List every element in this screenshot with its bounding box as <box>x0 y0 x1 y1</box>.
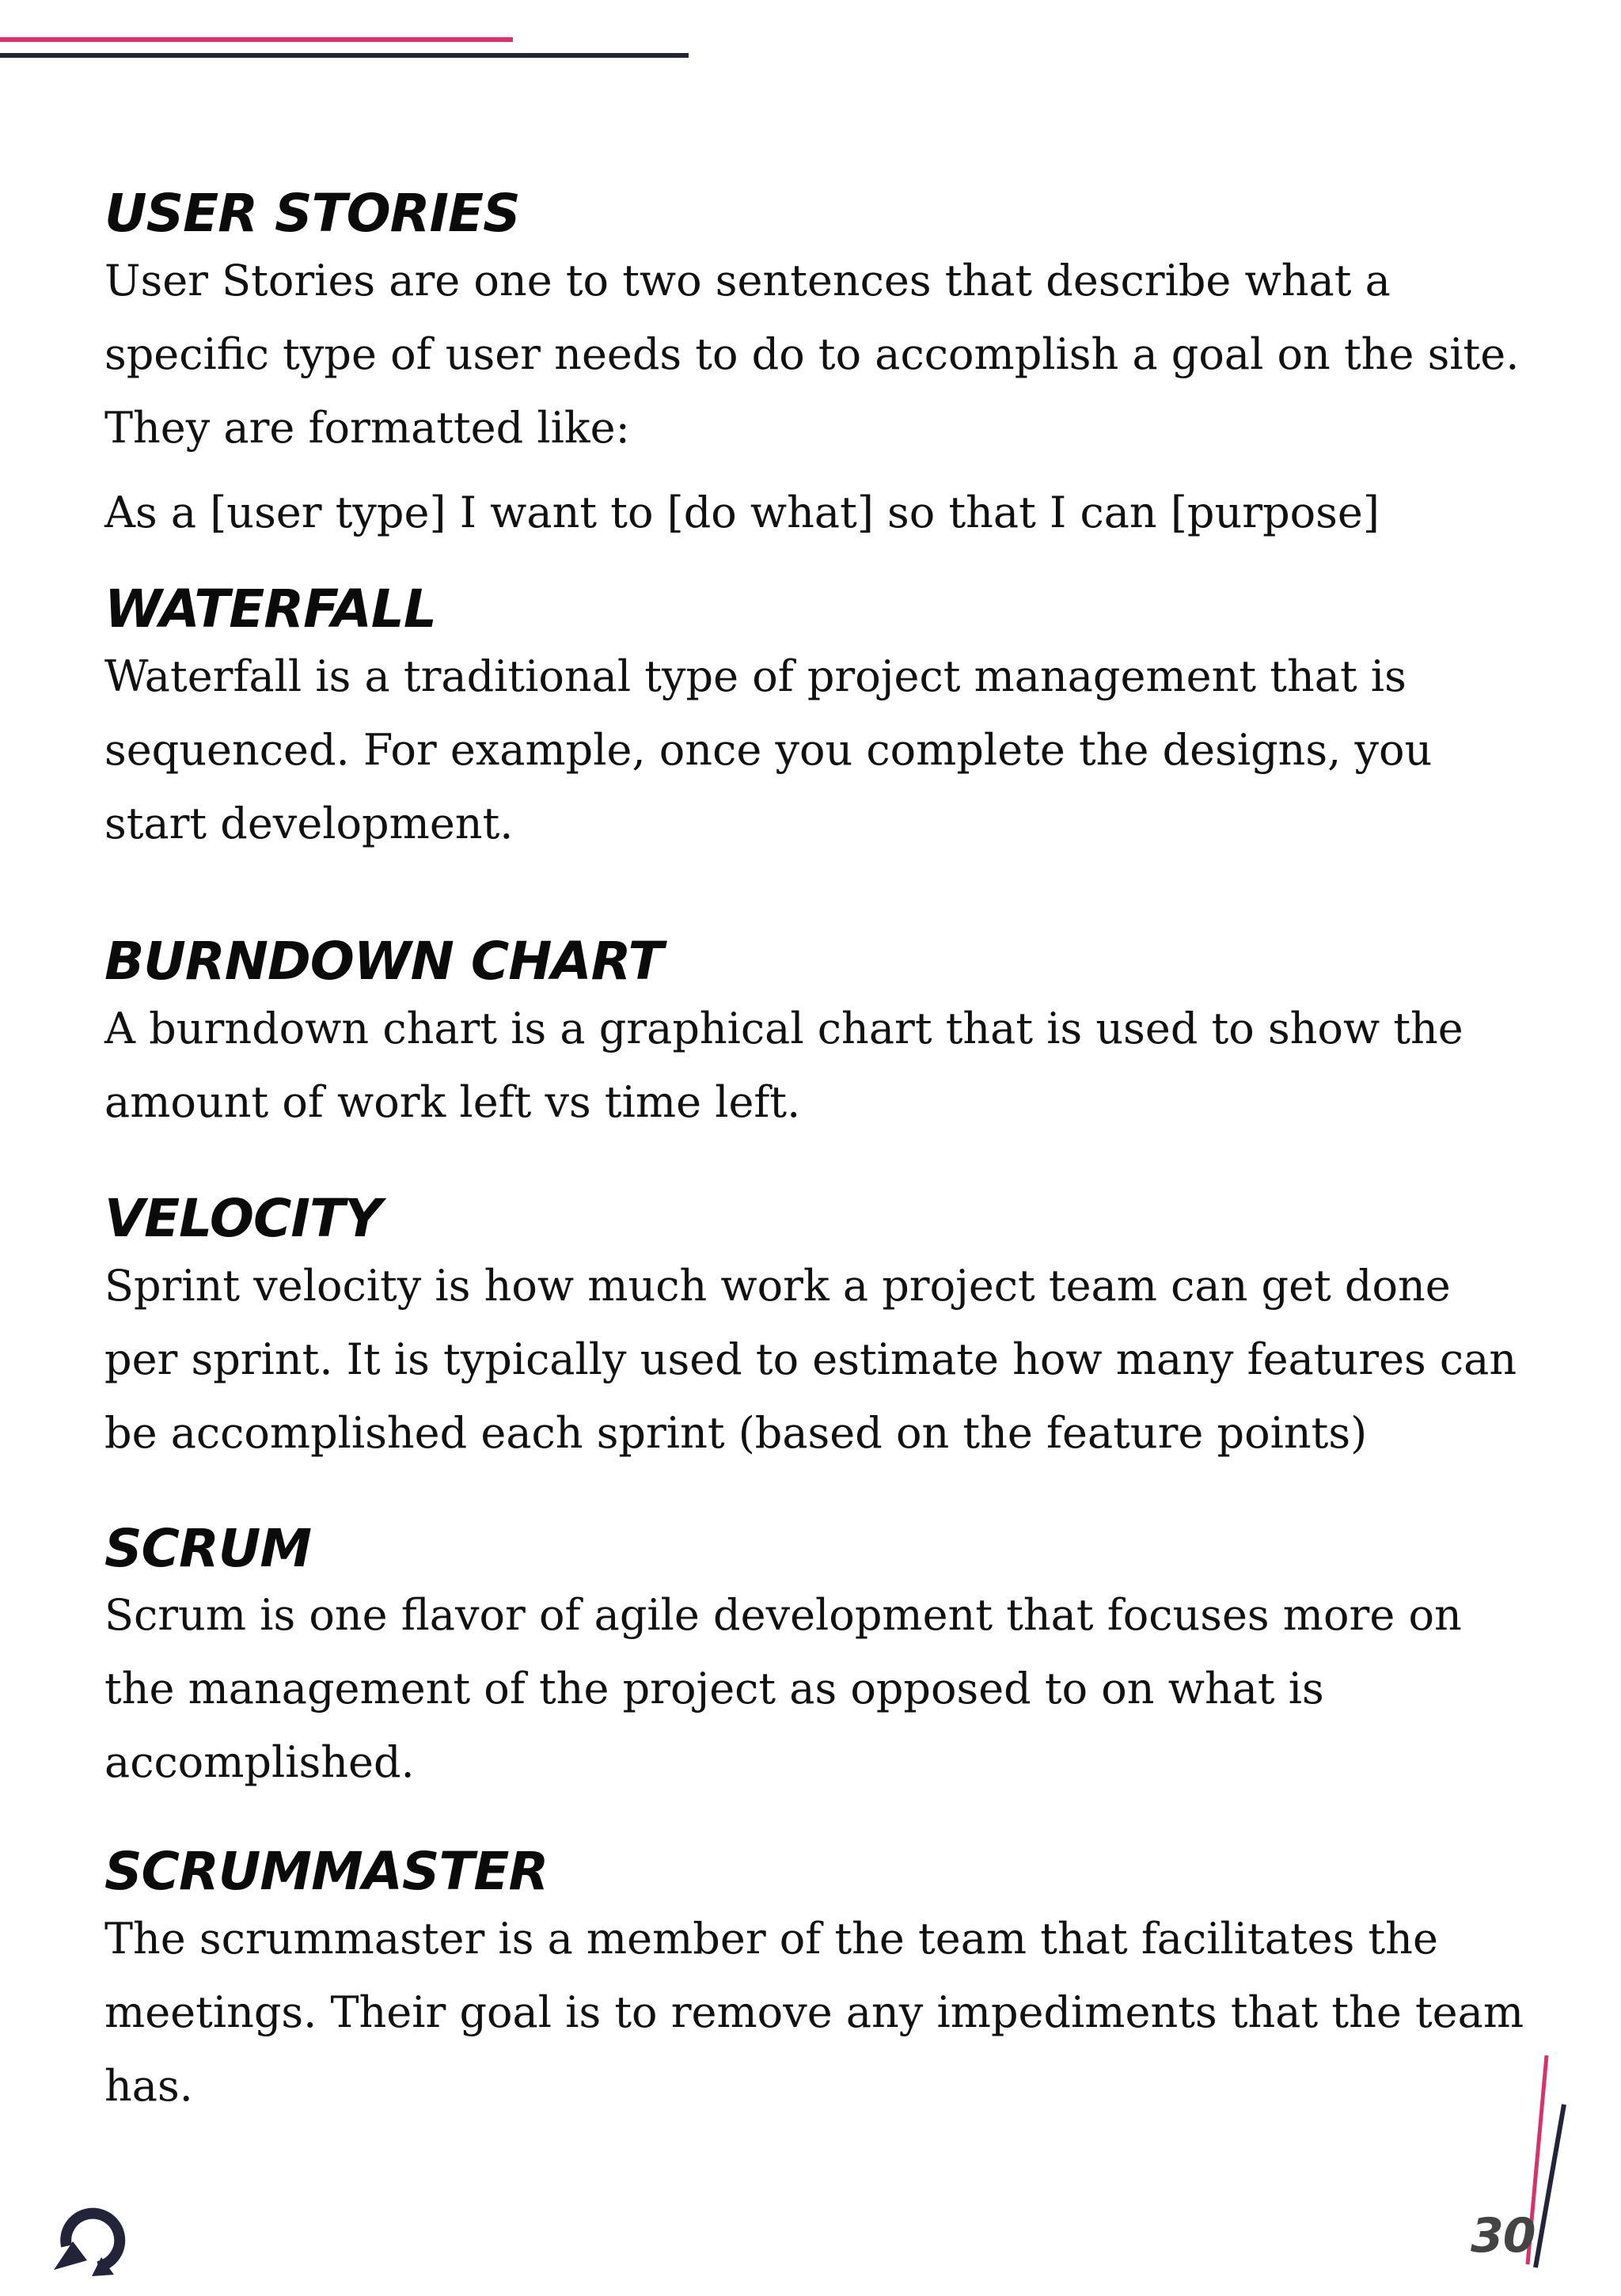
page-number: 30 <box>1471 2208 1536 2264</box>
glossary-term: SCRUMMASTER <box>104 1841 549 1903</box>
glossary-entry-scrummaster <box>104 1842 1529 2123</box>
glossary-entry-scrum <box>104 1519 1529 1800</box>
glossary-term: BURNDOWN CHART <box>104 930 663 992</box>
glossary-term: WATERFALL <box>104 578 436 639</box>
glossary-definition: User Stories are one to two sentences that describe what a specific type of user needs to do to accomplish a goal on the site. They are formatted like: <box>104 255 1520 453</box>
glossary-term: VELOCITY <box>104 1187 382 1249</box>
header-decoration-lines <box>0 0 1621 95</box>
glossary-definition: A burndown chart is a graphical chart that is used to show the amount of work left vs time left. <box>104 1003 1463 1127</box>
glossary-entry-waterfall <box>104 579 1529 860</box>
glossary-definition: Waterfall is a traditional type of project management that is sequenced. For example, once you complete the designs, you start development. <box>104 651 1433 848</box>
glossary-entry-burndown-chart <box>104 932 1529 1139</box>
glossary-definition: Scrum is one flavor of agile development that focuses more on the management of the project as opposed to on what is accomplished. <box>104 1590 1462 1788</box>
glossary-entry-user-stories <box>104 184 1529 549</box>
glossary-definition: The scrummaster is a member of the team that facilitates the meetings. Their goal is to remove any impediments that the team has. <box>104 1914 1524 2112</box>
circular-arrow-logo-icon <box>52 2200 131 2279</box>
glossary-term: SCRUM <box>104 1517 312 1579</box>
glossary-definition: Sprint velocity is how much work a project team can get done per sprint. It is typically used to estimate how many features can be accomplished each sprint (based on the feature points) <box>104 1260 1517 1458</box>
glossary-content <box>104 184 1529 2123</box>
glossary-term: USER STORIES <box>104 183 520 244</box>
glossary-entry-velocity <box>104 1189 1529 1470</box>
glossary-example: As a [user type] I want to [do what] so that I can [purpose] <box>104 487 1380 537</box>
